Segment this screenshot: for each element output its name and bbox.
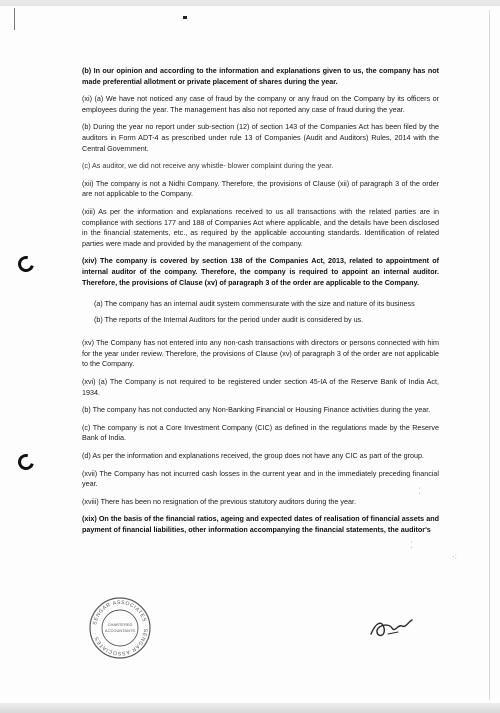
scan-right-edge: [489, 10, 490, 700]
svg-text:CHARTERED: CHARTERED: [107, 622, 133, 627]
scan-speck: ⁚: [410, 540, 413, 550]
paragraph-xvi-b-nbfc: (b) The company has not conducted any Non-Banking Financial or Housing Finance activities during the year.: [82, 405, 431, 415]
auditor-signature: [368, 614, 414, 642]
punch-hole-icon: [15, 253, 37, 275]
paragraph-xi-b-adt4: (b) During the year no report under sub-section (12) of section 143 of the Companies Act has been filed by the auditors in Form ADT-4 as prescribed under rule 13 of Companies (Audit and Auditors) Rules, 2014 with the Central Government.: [82, 122, 439, 153]
punch-hole-icon: [15, 451, 37, 473]
auditor-seal-stamp: [88, 596, 152, 660]
paragraph-xv-non-cash: (xv) The Company has not entered into any non-cash transactions with directors or persons connected with him for the year under review. Therefore, the provisions of Clause (xv) of paragraph 3 of the order are not applicable to the Company.: [82, 338, 439, 369]
internal-audit-subitems: [94, 299, 439, 325]
paragraph-xix-financial-ratios: (xix) On the basis of the financial ratios, ageing and expected dates of realisation of financial assets and payment of financial liabilities, other information accompanying the financial statements, the auditor's: [82, 514, 439, 534]
subitem-b-internal-auditor-reports: (b) The reports of the Internal Auditors for the period under audit is considered by us.: [94, 314, 364, 324]
scan-top-edge: [0, 0, 500, 6]
scan-left-mark: [14, 8, 15, 30]
document-body: [82, 66, 439, 543]
paragraph-xvi-c-cic: (c) The company is not a Core Investment Company (CIC) as defined in the regulations made by the Reserve Bank of India.: [82, 422, 439, 443]
svg-text:SENGAR ASSOCIATES · SENGAR ASS: SENGAR ASSOCIATES · SENGAR ASSOCIATES ·: [92, 599, 149, 657]
paragraph-xiii-related-parties: (xiii) As per the information and explanations received to us all transactions with the related parties are in compliance with sections 177 and 188 of Companies Act where applicable, and the details have been disclosed in the financial statements, etc., as required by the applicable accounting standards. Identification of related parties were made and provided by the management of the company.: [82, 206, 439, 248]
subitem-a-internal-audit-system: (a) The company has an internal audit system commensurate with the size and nature of its business: [94, 299, 415, 309]
paragraph-xvii-cash-losses: (xvii) The Company has not incurred cash losses in the current year and in the immediately preceding financial year.: [82, 468, 439, 489]
paragraph-b-preferential-allotment: (b) In our opinion and according to the information and explanations given to us, the company has not made preferential allotment or private placement of shares during the year.: [82, 66, 439, 86]
svg-text:ACCOUNTANTS: ACCOUNTANTS: [104, 628, 136, 633]
paragraph-xiv-internal-auditor: (xiv) The company is covered by section 138 of the Companies Act, 2013, related to appointment of internal auditor of the company. Therefore, the company is required to appoint an internal auditor. Therefore, the provisions of Clause (xv) of paragraph 3 of the order are applicable to the Company.: [82, 256, 439, 287]
paragraph-xvi-d-group-cic: (d) As per the information and explanations received, the group does not have any CIC as part of the group.: [82, 451, 425, 461]
paragraph-xvi-a-rbi: (xvi) (a) The Company is not required to be registered under section 45-IA of the Reserve Bank of India Act, 1934.: [82, 377, 439, 397]
scan-speck: ⁖: [452, 552, 458, 562]
paragraph-xi-c-whistleblower: (c) As auditor, we did not receive any whistle- blower complaint during the year.: [82, 161, 334, 171]
scan-speck: ⁚: [418, 486, 421, 496]
paragraph-xii-nidhi: (xii) The company is not a Nidhi Company. Therefore, the provisions of Clause (xii) of paragraph 3 of the order are not applicable to the Company.: [82, 178, 439, 199]
scan-dot: [183, 16, 187, 19]
paragraph-xi-a-fraud: (xi) (a) We have not noticed any case of fraud by the company or any fraud on the Company by its officers or employees during the year. The management has also not reported any case of fraud during the year.: [82, 94, 439, 114]
scan-bottom-edge: [0, 703, 500, 713]
paragraph-xviii-resignation: (xviii) There has been no resignation of the previous statutory auditors during the year.: [82, 496, 356, 506]
